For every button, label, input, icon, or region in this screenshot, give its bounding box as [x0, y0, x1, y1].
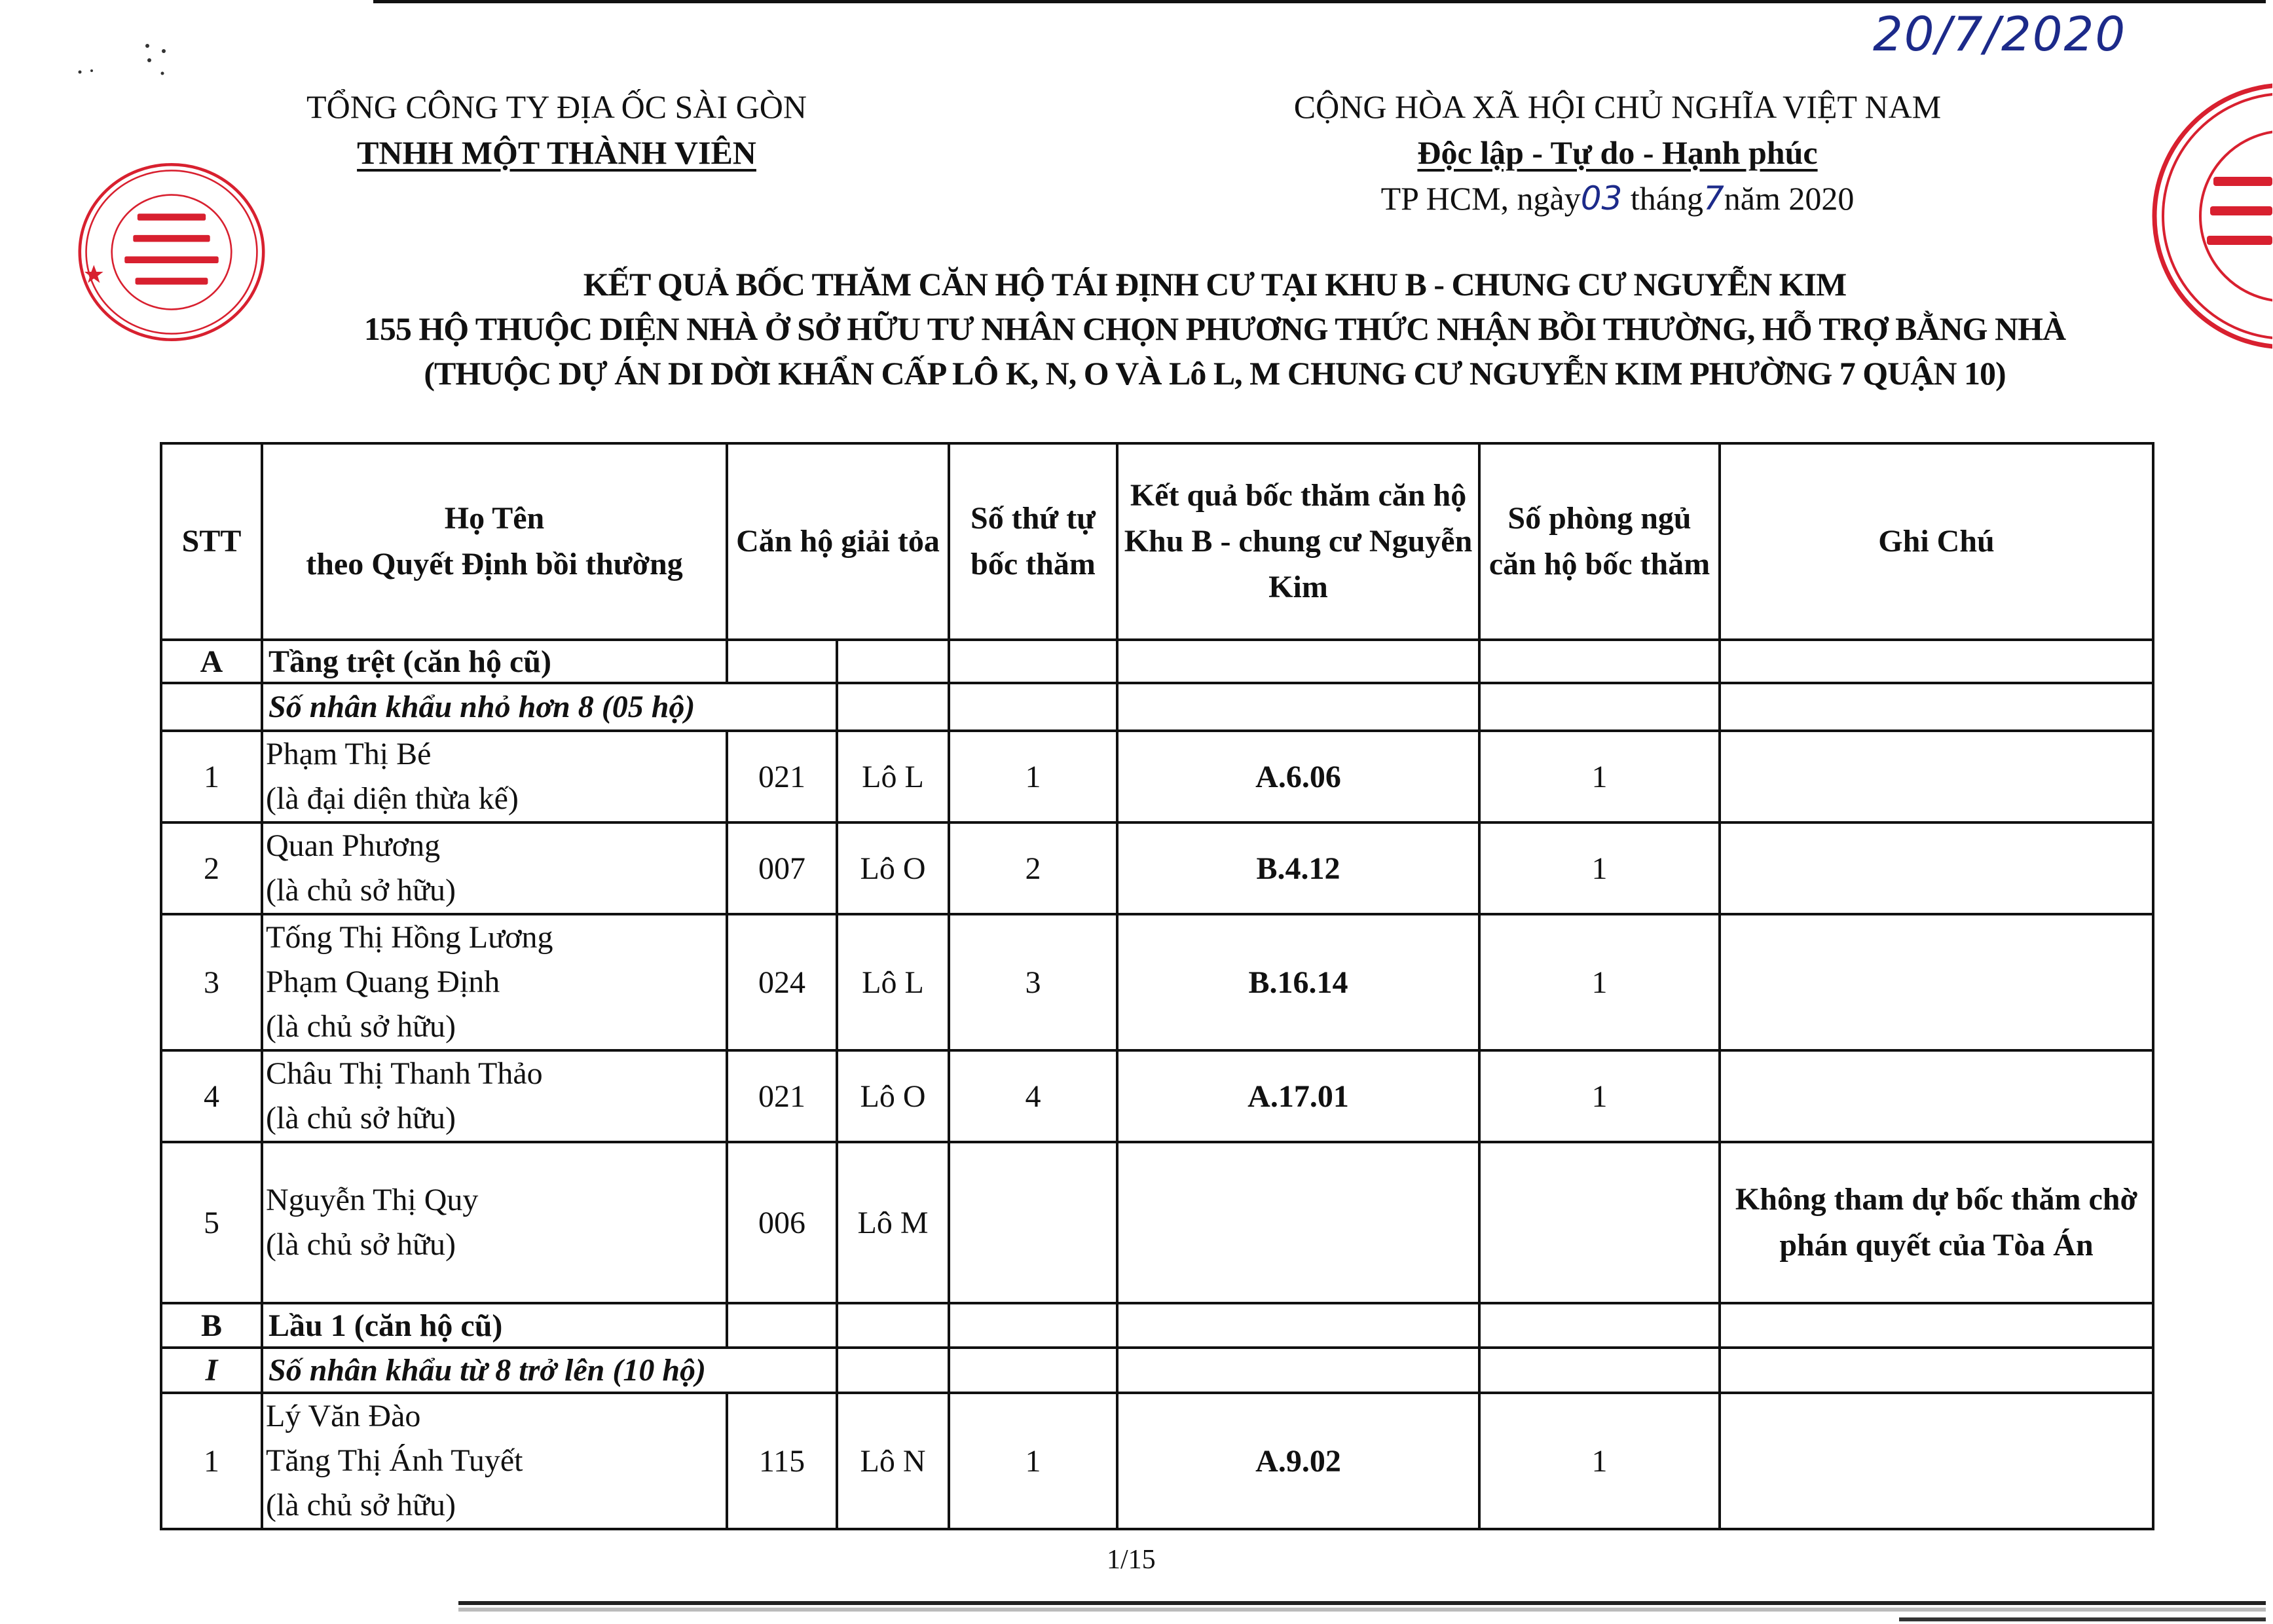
title-line-2: 155 HỘ THUỘC DIỆN NHÀ Ở SỞ HỮU TƯ NHÂN CHỌN PHƯƠNG THỨC NHẬN BỒI THƯỜNG, HỖ TRỢ BẰNG NHÀ [363, 310, 2066, 347]
subsection-row [161, 1348, 2153, 1393]
cell-result [1117, 1142, 1479, 1303]
cell-bedrooms: 1 [1479, 731, 1720, 822]
cell-result: A.17.01 [1117, 1050, 1479, 1142]
cell-stt: 3 [161, 914, 262, 1050]
issuer-subname: TNHH MỘT THÀNH VIÊN [357, 134, 756, 171]
scan-edge-top [373, 0, 2266, 3]
scan-edge-bottom [458, 1601, 2266, 1605]
table-row [161, 731, 2153, 822]
title-line-3: (THUỘC DỰ ÁN DI DỜI KHẨN CẤP LÔ K, N, O VÀ Lô L, M CHUNG CƯ NGUYỄN KIM PHƯỜNG 7 QUẬN 10) [424, 355, 2006, 392]
cell-order [949, 1142, 1117, 1303]
company-seal-right [2148, 79, 2272, 354]
cell-result: A.6.06 [1117, 731, 1479, 822]
section-row [161, 1303, 2153, 1348]
col-header-order: Số thứ tự bốc thăm [949, 443, 1117, 640]
table-row [161, 1142, 2153, 1303]
cell-lot: Lô O [837, 822, 949, 914]
subsection-row [161, 683, 2153, 731]
cell-name: Tống Thị Hồng Lương Phạm Quang Định (là chủ sở hữu) [262, 914, 727, 1050]
col-header-name: Họ Tên theo Quyết Định bồi thường [262, 443, 727, 640]
col-header-note: Ghi Chú [1720, 443, 2153, 640]
cell-note [1720, 914, 2153, 1050]
col-header-result: Kết quả bốc thăm căn hộ Khu B - chung cư Nguyễn Kim [1117, 443, 1479, 640]
company-seal-left [73, 157, 270, 347]
cell-bedrooms: 1 [1479, 822, 1720, 914]
section-label: Lầu 1 (căn hộ cũ) [262, 1303, 727, 1348]
scan-specks [72, 39, 183, 92]
cell-order: 1 [949, 731, 1117, 822]
cell-lot: Lô L [837, 731, 949, 822]
col-header-apartment: Căn hộ giải tỏa [727, 443, 949, 640]
section-code: A [161, 640, 262, 683]
cell-apartment: 006 [727, 1142, 837, 1303]
title-line-1: KẾT QUẢ BỐC THĂM CĂN HỘ TÁI ĐỊNH CƯ TẠI KHU B - CHUNG CƯ NGUYỄN KIM [583, 266, 1847, 303]
col-header-stt: STT [161, 443, 262, 640]
cell-apartment: 021 [727, 731, 837, 822]
section-label: Tầng trệt (căn hộ cũ) [262, 640, 727, 683]
cell-apartment: 115 [727, 1393, 837, 1529]
subsection-label: Số nhân khẩu từ 8 trở lên (10 hộ) [262, 1348, 837, 1393]
cell-bedrooms: 1 [1479, 1050, 1720, 1142]
cell-stt: 1 [161, 1393, 262, 1529]
subsection-label: Số nhân khẩu nhỏ hơn 8 (05 hộ) [262, 683, 837, 731]
table-row [161, 914, 2153, 1050]
cell-bedrooms: 1 [1479, 1393, 1720, 1529]
cell-result: B.4.12 [1117, 822, 1479, 914]
subsection-code: I [161, 1348, 262, 1393]
cell-stt: 4 [161, 1050, 262, 1142]
cell-note [1720, 1050, 2153, 1142]
cell-stt: 2 [161, 822, 262, 914]
cell-name: Lý Văn Đào Tăng Thị Ánh Tuyết (là chủ sở hữu) [262, 1393, 727, 1529]
section-row [161, 640, 2153, 683]
cell-order: 2 [949, 822, 1117, 914]
cell-bedrooms: 1 [1479, 914, 1720, 1050]
cell-stt: 1 [161, 731, 262, 822]
lottery-results-table [160, 442, 2154, 1530]
document-date: TP HCM, ngày03 tháng7năm 2020 [1380, 179, 1855, 217]
issuer-block [216, 84, 897, 175]
cell-name: Quan Phương (là chủ sở hữu) [262, 822, 727, 914]
cell-note [1720, 1393, 2153, 1529]
cell-lot: Lô N [837, 1393, 949, 1529]
cell-lot: Lô O [837, 1050, 949, 1142]
cell-apartment: 007 [727, 822, 837, 914]
country-name: CỘNG HÒA XÃ HỘI CHỦ NGHĨA VIỆT NAM [1293, 88, 1942, 125]
cell-apartment: 024 [727, 914, 837, 1050]
header-row [161, 443, 2153, 640]
motto: Độc lập - Tự do - Hạnh phúc [1417, 134, 1818, 171]
handwritten-date-annotation: 20/7/2020 [1873, 7, 2127, 62]
subsection-code [161, 683, 262, 731]
cell-order: 4 [949, 1050, 1117, 1142]
section-code: B [161, 1303, 262, 1348]
cell-order: 1 [949, 1393, 1117, 1529]
cell-note [1720, 822, 2153, 914]
page-number: 1/15 [1107, 1545, 1156, 1575]
scan-edge-bottom-2 [1899, 1617, 2266, 1621]
cell-result: A.9.02 [1117, 1393, 1479, 1529]
issuer-name: TỔNG CÔNG TY ĐỊA ỐC SÀI GÒN [306, 88, 807, 125]
cell-name: Châu Thị Thanh Thảo (là chủ sở hữu) [262, 1050, 727, 1142]
cell-note: Không tham dự bốc thăm chờ phán quyết của Tòa Án [1720, 1142, 2153, 1303]
table-row [161, 1050, 2153, 1142]
cell-apartment: 021 [727, 1050, 837, 1142]
cell-name: Nguyễn Thị Quy (là chủ sở hữu) [262, 1142, 727, 1303]
document-title [275, 262, 2154, 396]
cell-result: B.16.14 [1117, 914, 1479, 1050]
cell-stt: 5 [161, 1142, 262, 1303]
cell-lot: Lô M [837, 1142, 949, 1303]
table-row [161, 1393, 2153, 1529]
col-header-bedrooms: Số phòng ngủ căn hộ bốc thăm [1479, 443, 1720, 640]
handwritten-month: 7 [1703, 179, 1724, 217]
cell-order: 3 [949, 914, 1117, 1050]
cell-bedrooms [1479, 1142, 1720, 1303]
handwritten-day: 03 [1580, 179, 1623, 217]
cell-lot: Lô L [837, 914, 949, 1050]
cell-name: Phạm Thị Bé (là đại diện thừa kế) [262, 731, 727, 822]
cell-note [1720, 731, 2153, 822]
table-row [161, 822, 2153, 914]
national-motto-block [1218, 84, 2017, 221]
